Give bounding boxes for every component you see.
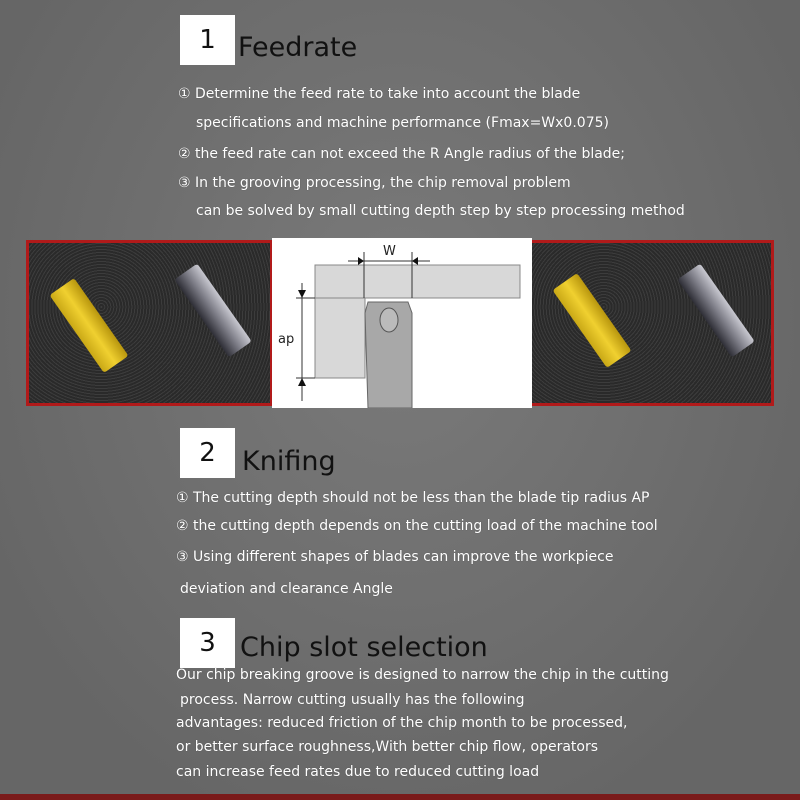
section-1-line: can be solved by small cutting depth step by step processing method [196,203,685,219]
insert-photo-right [532,243,771,403]
section-3-line: advantages: reduced friction of the chip month to be processed, [176,715,628,731]
gold-insert-image [552,273,631,368]
insert-photo-left [29,243,270,403]
dark-insert-image [174,264,251,358]
width-label: W [383,244,396,259]
image-strip [26,240,774,406]
dark-insert-image [677,264,754,358]
section-3-line: Our chip breaking groove is designed to narrow the chip in the cutting [176,667,669,683]
section-1-line: ② the feed rate can not exceed the R Angle radius of the blade; [178,146,626,162]
section-3-title: Chip slot selection [240,632,488,663]
section-1-line: ③ In the grooving processing, the chip removal problem [178,175,571,191]
gold-insert-image [49,278,128,373]
section-2-line: deviation and clearance Angle [180,581,393,597]
section-2-line: ③ Using different shapes of blades can improve the workpiece [176,549,614,565]
section-1-number: 1 [180,15,235,65]
section-3-line: or better surface roughness,With better chip flow, operators [176,739,599,755]
section-1-line: ① Determine the feed rate to take into account the blade [178,86,581,102]
section-3-line: process. Narrow cutting usually has the following [180,692,525,708]
section-3-number: 3 [180,618,235,668]
section-2-number: 2 [180,428,235,478]
section-1-line: specifications and machine performance (Fmax=Wx0.075) [196,115,609,131]
grooving-diagram [272,238,532,408]
section-1-title: Feedrate [238,32,358,63]
section-2-line: ② the cutting depth depends on the cutting load of the machine tool [176,518,658,534]
bottom-bar [0,794,800,800]
depth-label: ap [278,332,295,347]
section-2-line: ① The cutting depth should not be less than the blade tip radius AP [176,490,650,506]
section-2-title: Knifing [242,446,336,477]
section-3-line: can increase feed rates due to reduced cutting load [176,764,540,780]
